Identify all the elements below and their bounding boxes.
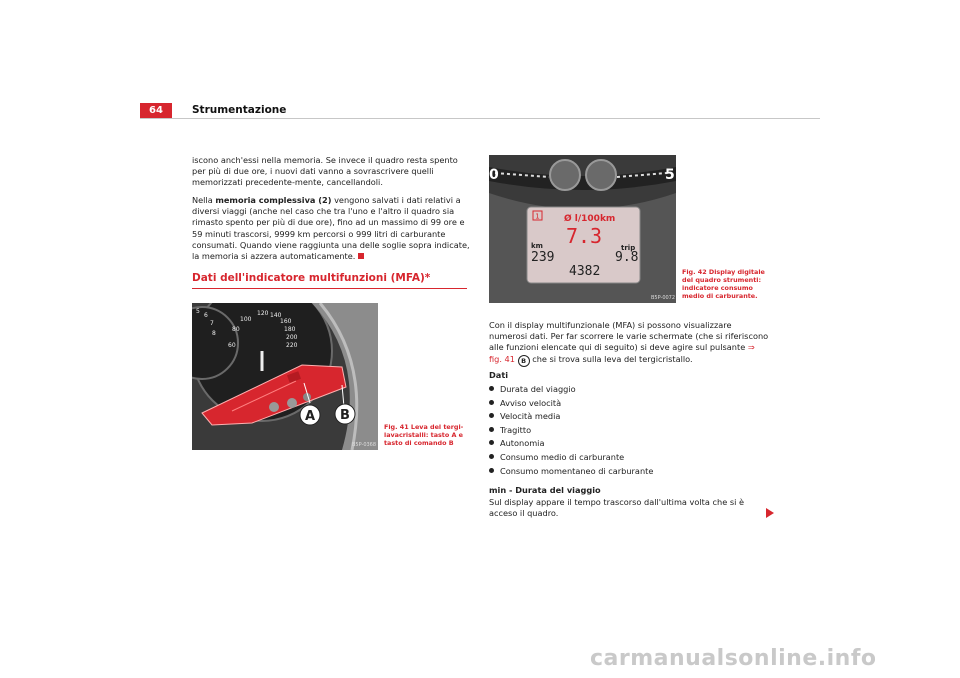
data-heading: Dati	[489, 370, 509, 380]
gauge-left-value: 0	[489, 167, 499, 183]
list-item	[489, 397, 769, 411]
bullet-icon	[489, 427, 494, 432]
para2-bold: memoria complessiva (2)	[215, 195, 332, 205]
paragraph-memory-overwrite: iscono anch'essi nella memoria. Se invece il quadro resta spento per più di due ore, i nuovi dati vanno a sovrascrivere quelli memorizzati precedente-mente, cancellandoli.	[192, 155, 458, 188]
speed-tick-200: 200	[286, 334, 298, 341]
list-item	[489, 451, 769, 465]
bullet-icon	[489, 440, 494, 445]
trip-label: trip	[621, 244, 636, 252]
list-item	[489, 383, 769, 397]
km-value: 239	[531, 250, 555, 265]
label-a: A	[304, 409, 316, 424]
list-item	[489, 437, 769, 451]
bullet-icon	[489, 413, 494, 418]
average-consumption-value: 7.3	[565, 224, 603, 248]
list-item	[489, 410, 769, 424]
list-item-label: Consumo momentaneo di carburante	[500, 465, 654, 476]
rpm-tick-8: 8	[212, 330, 216, 337]
min-heading: min - Durata del viaggio	[489, 485, 601, 495]
list-item-label: Autonomia	[500, 438, 545, 449]
speed-tick-180: 180	[284, 326, 296, 333]
rpm-tick-7: 7	[210, 320, 214, 327]
list-item-label: Velocità media	[500, 411, 561, 422]
list-item-label: Consumo medio di carburante	[500, 451, 625, 462]
fig41-reference-link[interactable]: ⇒ fig. 41	[489, 342, 755, 364]
page-number: 64	[140, 103, 172, 119]
bullet-icon	[489, 468, 494, 473]
label-b: B	[340, 408, 350, 423]
list-item-label: Tragitto	[500, 424, 532, 435]
paragraph-total-memory	[192, 195, 470, 262]
fig42-display-image	[489, 155, 676, 303]
end-of-section-icon	[358, 253, 364, 259]
rpm-tick-5: 5	[196, 308, 200, 315]
fig41-code: B5P-0368	[352, 442, 377, 448]
odometer-value: 4382	[569, 264, 601, 279]
speed-tick-140: 140	[270, 312, 282, 319]
mfa-heading-rule	[192, 288, 467, 289]
fig41-illustration	[192, 303, 378, 450]
speed-tick-60: 60	[228, 342, 236, 349]
intro-prefix: Con il display multifunzionale (MFA) si possono visualizzare numerosi dati. Per far scorrere le varie schermate (che si riferiscono alle funzioni elencate qui di seguito) si deve agire sul pulsante	[489, 320, 769, 353]
fig42-illustration	[489, 155, 676, 303]
list-item	[489, 465, 769, 479]
speed-tick-120: 120	[257, 310, 269, 317]
trip-value: 9.8	[615, 250, 639, 265]
speed-tick-160: 160	[280, 318, 292, 325]
speed-tick-100: 100	[240, 316, 252, 323]
section-title: Strumentazione	[192, 104, 287, 116]
list-item-label: Avviso velocità	[500, 397, 562, 408]
fig41-wiper-lever-image	[192, 303, 378, 450]
para2-rest: vengono salvati i dati relativi a diversi viaggi (anche nel caso che tra l'uno e l'altro il quadro sia rimasto spento per più di due ore), fino ad un massimo di 99 ore e 59 minuti trascorsi, 9999 km percorsi o 999 litri di carburante consumati. Quando viene raggiunta una delle soglie sopra indicate, la memoria si azzera automaticamente.	[192, 195, 470, 262]
header-rule	[140, 118, 820, 119]
continue-arrow-icon	[766, 508, 774, 518]
rpm-tick-6: 6	[204, 312, 208, 319]
mfa-data-list	[489, 383, 769, 478]
para2-prefix: Nella	[192, 195, 216, 205]
fig42-code: B5P-0072	[651, 295, 676, 301]
button-b-icon: B	[518, 355, 530, 367]
km-label: km	[531, 242, 543, 250]
speed-tick-220: 220	[286, 342, 298, 349]
bullet-icon	[489, 400, 494, 405]
list-item	[489, 424, 769, 438]
paragraph-trip-duration: Sul display appare il tempo trascorso dall'ultima volta che si è acceso il quadro.	[489, 497, 745, 519]
bullet-icon	[489, 386, 494, 391]
list-item-label: Durata del viaggio	[500, 384, 576, 394]
intro-suffix: che si trova sulla leva del tergicristallo.	[529, 353, 693, 364]
mfa-heading: Dati dell'indicatore multifunzioni (MFA)*	[192, 272, 431, 284]
watermark: carmanualsonline.info	[590, 646, 877, 671]
speed-tick-80: 80	[232, 326, 240, 333]
memory-indicator: 1	[535, 212, 540, 221]
fig42-caption: Fig. 42 Display digitale del quadro strumenti: indicatore consumo medio di carburante.	[682, 268, 765, 300]
consumption-unit: Ø l/100km	[564, 214, 616, 224]
fig41-caption: Fig. 41 Leva del tergi-lavacristalli: tasto A e tasto di comando B	[384, 423, 464, 447]
bullet-icon	[489, 454, 494, 459]
paragraph-mfa-intro	[489, 320, 769, 367]
gauge-right-value: 5	[665, 167, 675, 183]
